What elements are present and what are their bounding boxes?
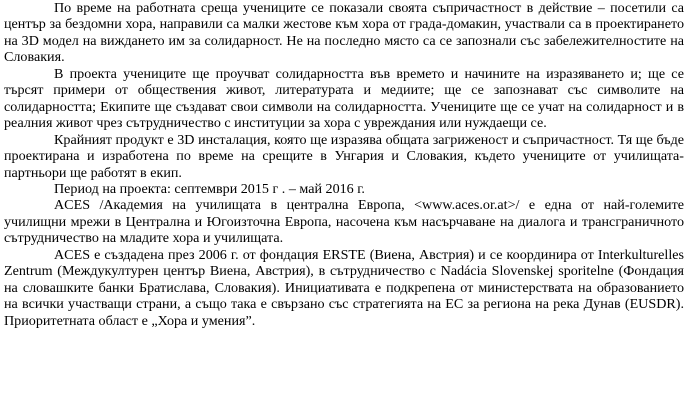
paragraph-final-product: Крайният продукт е 3D инсталация, която ще изразява общата загриженост и съпричастност. Тя ще бъде проектирана и изработена по време на срещите в Унгария и Словакия, където учениците от училищата-партньори ще работят в екип.: [4, 131, 684, 181]
paragraph-aces-description: ACES /Академия на училищата в централна Европа, <www.aces.or.at>/ е една от най-големите училищни мрежи в Централна и Югоизточна Европа, насочена към насърчаване на диалога и трансграничното сътрудничество на младите хора и училищата.: [4, 197, 684, 247]
paragraph-project-goals: В проекта учениците ще проучват солидарността във времето и начините на изразяването и; ще се търсят примери от обществения живот, литературата и медиите; ще се запознават със символите на солидарността; Екипите ще създават свои символи на солидарността. Учениците ще се учат на солидарност и в реалния живот чрез сътрудничество с институции за хора с увреждания или нуждаещи се.: [4, 65, 684, 132]
paragraph-aces-history: ACES е създадена през 2006 г. от фондация ERSTE (Виена, Австрия) и се координира от Interkulturelles Zentrum (Междукултурен център Виена, Австрия), в сътрудничество с Nadácia Slovenskej sporitelne (Фондация на словашките банки Братислава, Словакия). Инициативата е подкрепена от министерствата на образованието на всички участващи страни, а също така е свързано със стратегията на ЕС за региона на река Дунав (EUSDR). Приоритетната област е „Хора и умения”.: [4, 246, 684, 329]
paragraph-student-activities: По време на работната среща учениците се показали своята съпричастност в действие – посетили са център за бездомни хора, направили са малки жестове към хора от града-домакин, участвали са в проектирането на 3D модел на виждането им за солидарност. Не на последно място са се запознали със забележителностите на Словакия.: [4, 0, 684, 66]
paragraph-project-period: Период на проекта: септември 2015 г . – май 2016 г.: [54, 180, 365, 197]
